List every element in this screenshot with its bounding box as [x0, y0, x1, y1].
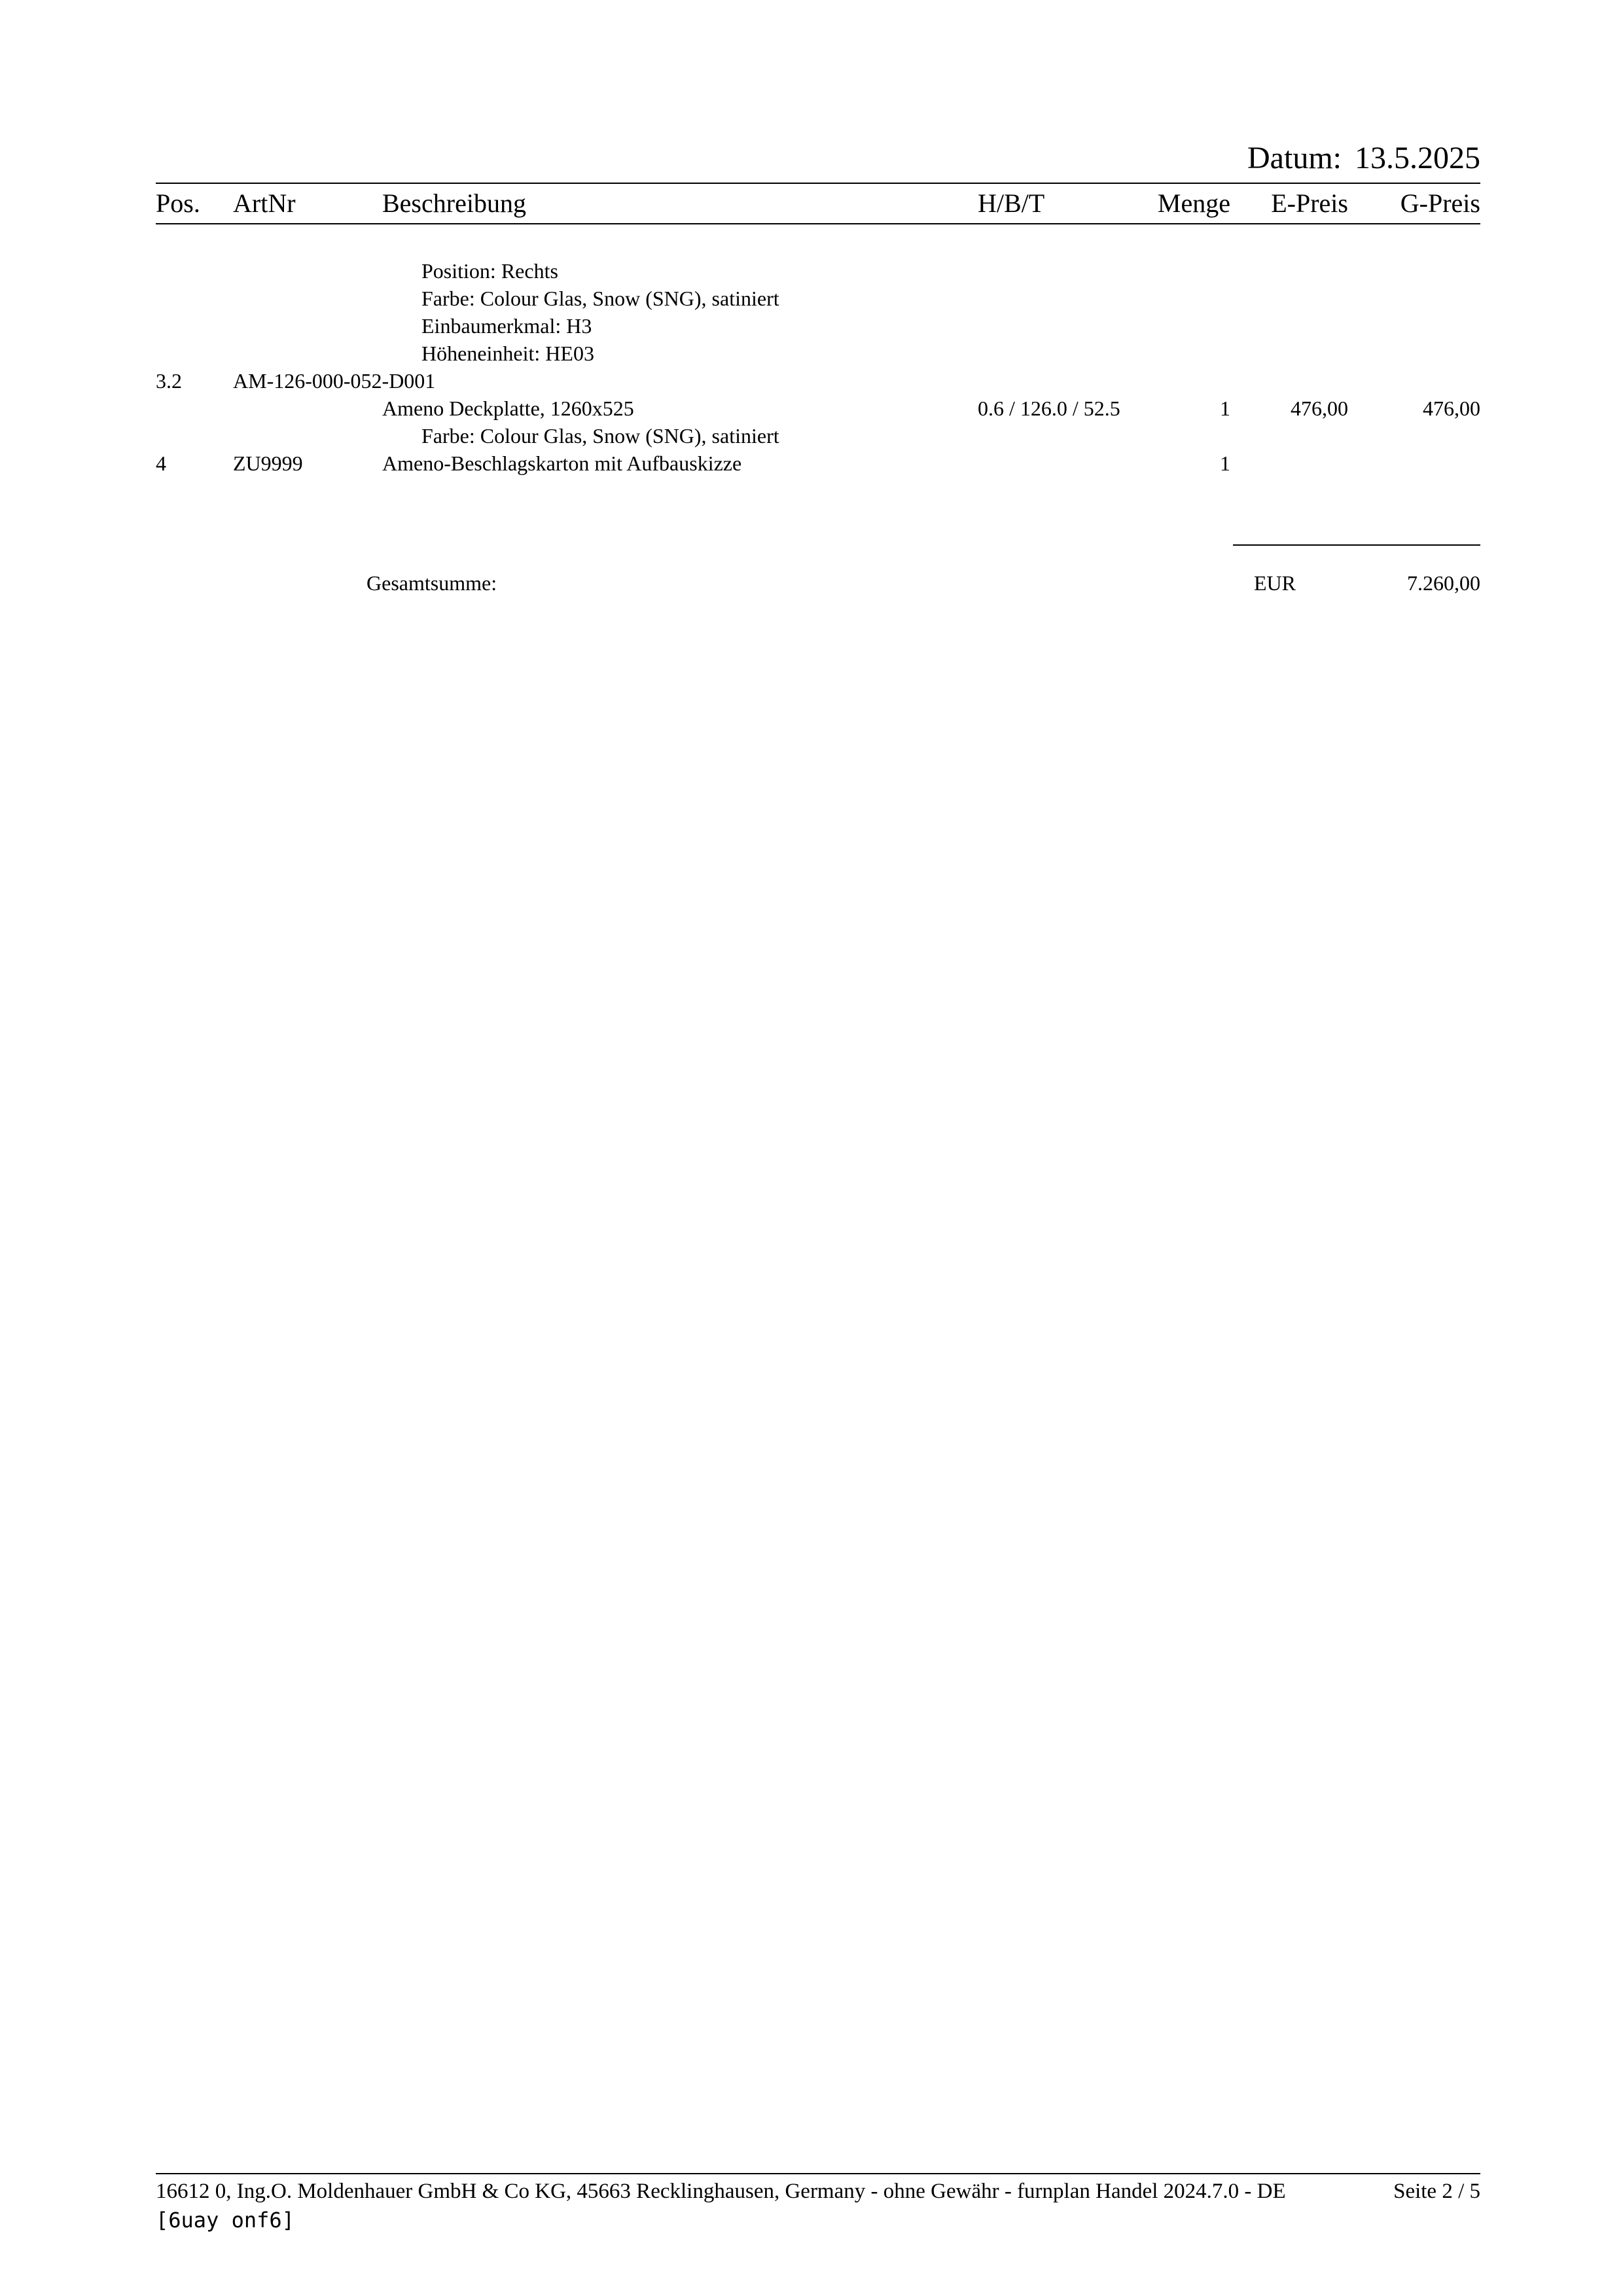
- column-header-hbt: H/B/T: [978, 188, 1045, 218]
- header-rule-bottom: [156, 223, 1480, 224]
- date-label: Datum:: [1247, 141, 1342, 175]
- item-artnr: AM-126-000-052-D001: [233, 369, 436, 393]
- item-menge: 1: [1220, 397, 1230, 420]
- total-rule: [1233, 544, 1480, 546]
- column-header-pos: Pos.: [156, 188, 200, 218]
- column-header-epreis: E-Preis: [1271, 188, 1348, 218]
- item-hbt: 0.6 / 126.0 / 52.5: [978, 397, 1120, 420]
- item-pos: 3.2: [156, 369, 182, 393]
- column-header-gpreis: G-Preis: [1400, 188, 1480, 218]
- continuation-line: Position: Rechts: [421, 259, 558, 283]
- total-value: 7.260,00: [1407, 571, 1480, 595]
- page-number: Seite 2 / 5: [1393, 2180, 1480, 2203]
- column-header-artnr: ArtNr: [233, 188, 296, 218]
- item-pos: 4: [156, 451, 166, 475]
- column-header-beschreibung: Beschreibung: [382, 188, 526, 218]
- footer-rule: [156, 2173, 1480, 2174]
- item-description: Ameno Deckplatte, 1260x525: [382, 397, 634, 420]
- date-value: 13.5.2025: [1355, 141, 1480, 175]
- item-detail: Farbe: Colour Glas, Snow (SNG), satiniert: [421, 424, 779, 448]
- item-epreis: 476,00: [1291, 397, 1348, 420]
- item-description: Ameno-Beschlagskarton mit Aufbauskizze: [382, 451, 742, 475]
- item-gpreis: 476,00: [1423, 397, 1480, 420]
- footer: [156, 2178, 1480, 2205]
- item-artnr: ZU9999: [233, 451, 303, 475]
- footer-code: [6uay onf6]: [156, 2208, 294, 2233]
- continuation-line: Höheneinheit: HE03: [421, 342, 594, 365]
- header-rule-top: [156, 183, 1480, 184]
- column-header-menge: Menge: [1157, 188, 1230, 218]
- total-label: Gesamtsumme:: [366, 571, 497, 595]
- total-currency: EUR: [1254, 571, 1296, 595]
- footer-text: 16612 0, Ing.O. Moldenhauer GmbH & Co KG, 45663 Recklinghausen, Germany - ohne Gewähr - furnplan Handel 2024.7.0 - DE: [156, 2180, 1286, 2203]
- date-line: [1247, 139, 1480, 178]
- continuation-line: Einbaumerkmal: H3: [421, 314, 592, 338]
- item-menge: 1: [1220, 451, 1230, 475]
- continuation-line: Farbe: Colour Glas, Snow (SNG), satiniert: [421, 287, 779, 310]
